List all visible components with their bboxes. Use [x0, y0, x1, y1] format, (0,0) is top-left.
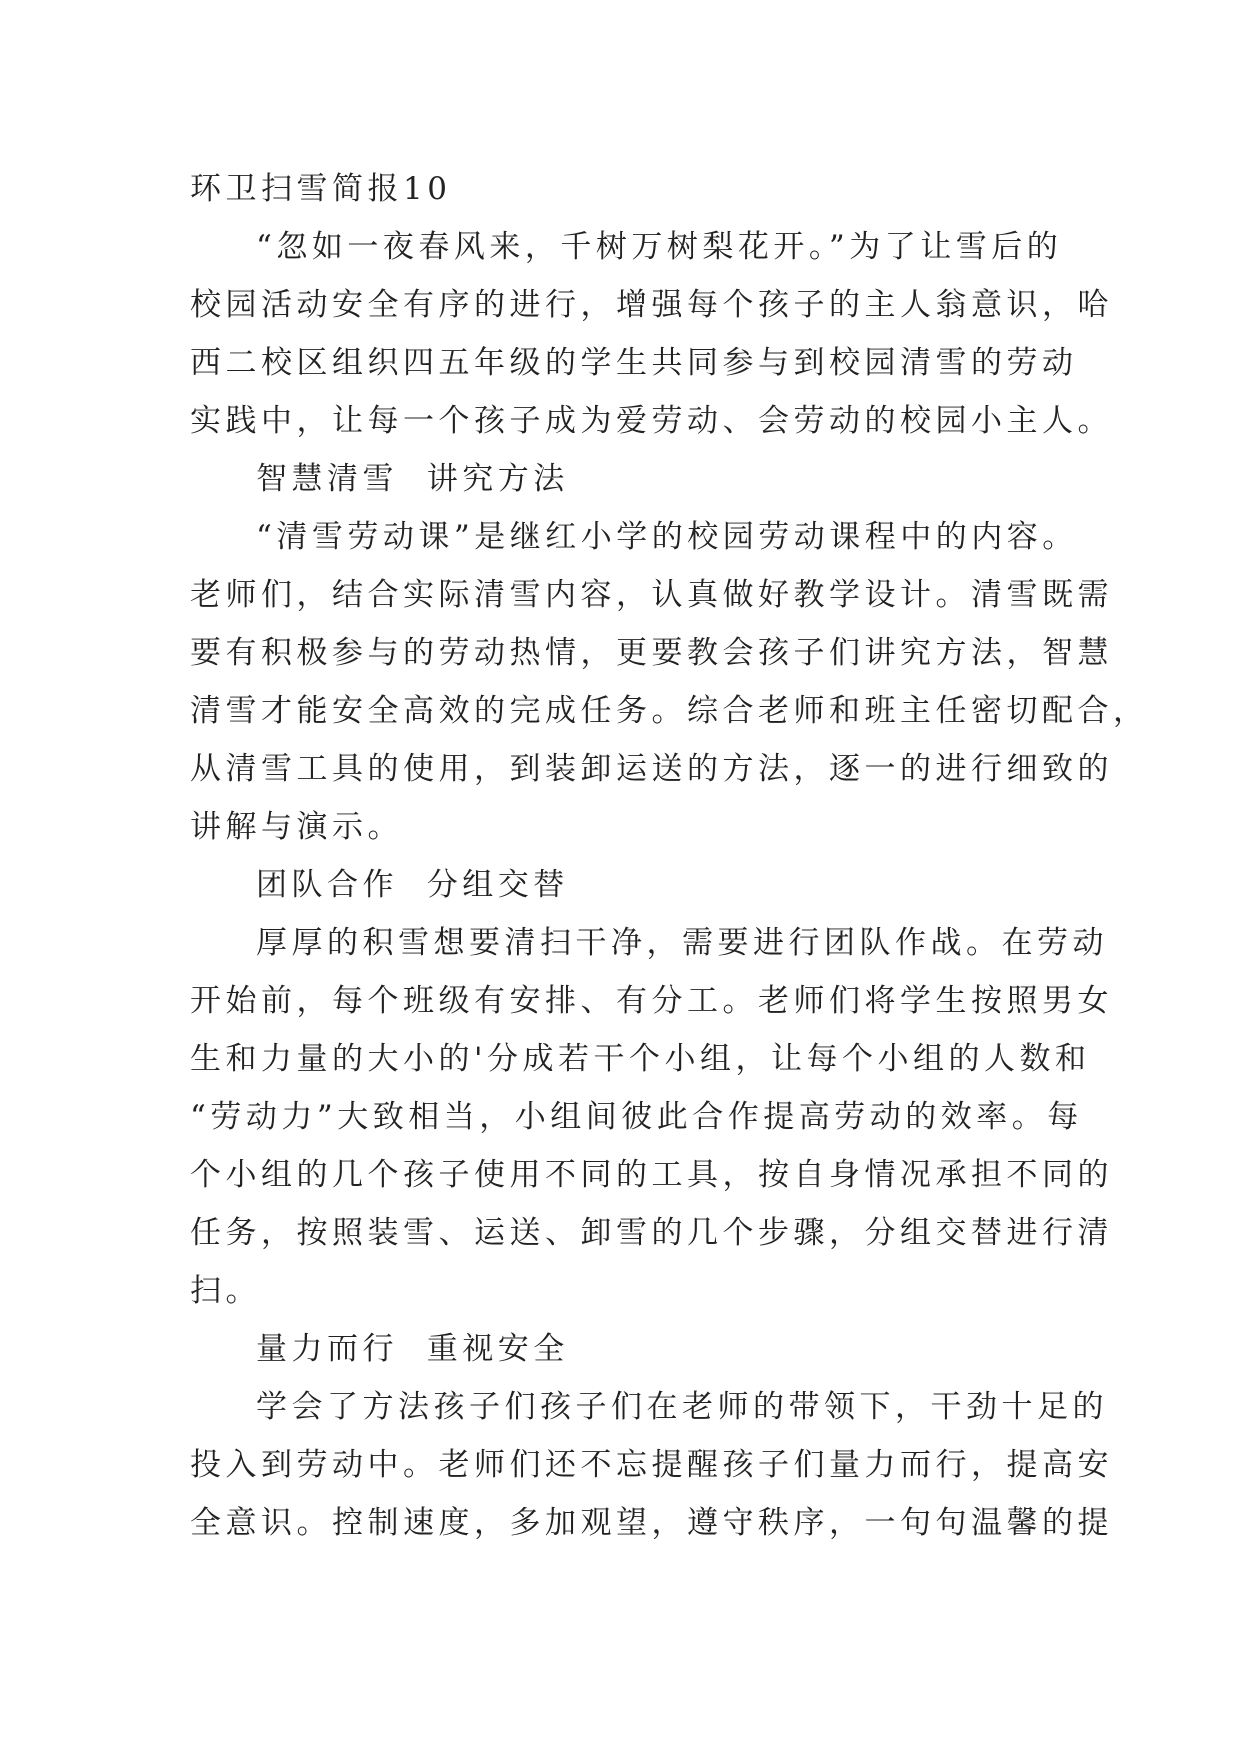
text-line: 老师们，结合实际清雪内容，认真做好教学设计。清雪既需 — [190, 577, 1113, 613]
text-line: 从清雪工具的使用，到装卸运送的方法，逐一的进行细致的 — [190, 751, 1113, 787]
document-title: 环卫扫雪简报10 — [190, 171, 452, 207]
text-line: 要有积极参与的劳动热情，更要教会孩子们讲究方法，智慧 — [190, 635, 1113, 671]
text-line: 清雪才能安全高效的完成任务。综合老师和班主任密切配合， — [190, 693, 1149, 729]
text-line: 开始前，每个班级有安排、有分工。老师们将学生按照男女 — [190, 983, 1113, 1019]
text-line: 任务，按照装雪、运送、卸雪的几个步骤，分组交替进行清 — [190, 1215, 1113, 1251]
text-line: 西二校区组织四五年级的学生共同参与到校园清雪的劳动 — [190, 345, 1078, 381]
text-line: 生和力量的大小的'分成若干个小组，让每个小组的人数和 — [190, 1041, 1091, 1077]
text-line: 团队合作 分组交替 — [256, 867, 569, 903]
text-line: 校园活动安全有序的进行，增强每个孩子的主人翁意识，哈 — [190, 287, 1113, 323]
text-line: 全意识。控制速度，多加观望，遵守秩序，一句句温馨的提 — [190, 1505, 1113, 1541]
text-line: 学会了方法孩子们孩子们在老师的带领下，干劲十足的 — [256, 1389, 1108, 1425]
paragraph-lines — [190, 218, 1149, 1552]
text-line: “劳动力”大致相当，小组间彼此合作提高劳动的效率。每 — [190, 1099, 1083, 1135]
text-line: 实践中，让每一个孩子成为爱劳动、会劳动的校园小主人。 — [190, 403, 1113, 439]
text-line: 投入到劳动中。老师们还不忘提醒孩子们量力而行，提高安 — [190, 1447, 1113, 1483]
text-line: 个小组的几个孩子使用不同的工具，按自身情况承担不同的 — [190, 1157, 1113, 1193]
text-line: 厚厚的积雪想要清扫干净，需要进行团队作战。在劳动 — [256, 925, 1108, 961]
text-line: 智慧清雪 讲究方法 — [256, 461, 569, 497]
text-line: “清雪劳动课”是继红小学的校园劳动课程中的内容。 — [256, 519, 1078, 555]
text-line: 量力而行 重视安全 — [256, 1331, 569, 1367]
document-body — [190, 160, 1149, 1552]
text-line: 讲解与演示。 — [190, 809, 403, 845]
text-line: 扫。 — [190, 1273, 261, 1309]
text-line: “忽如一夜春风来，千树万树梨花开。”为了让雪后的 — [256, 229, 1063, 265]
